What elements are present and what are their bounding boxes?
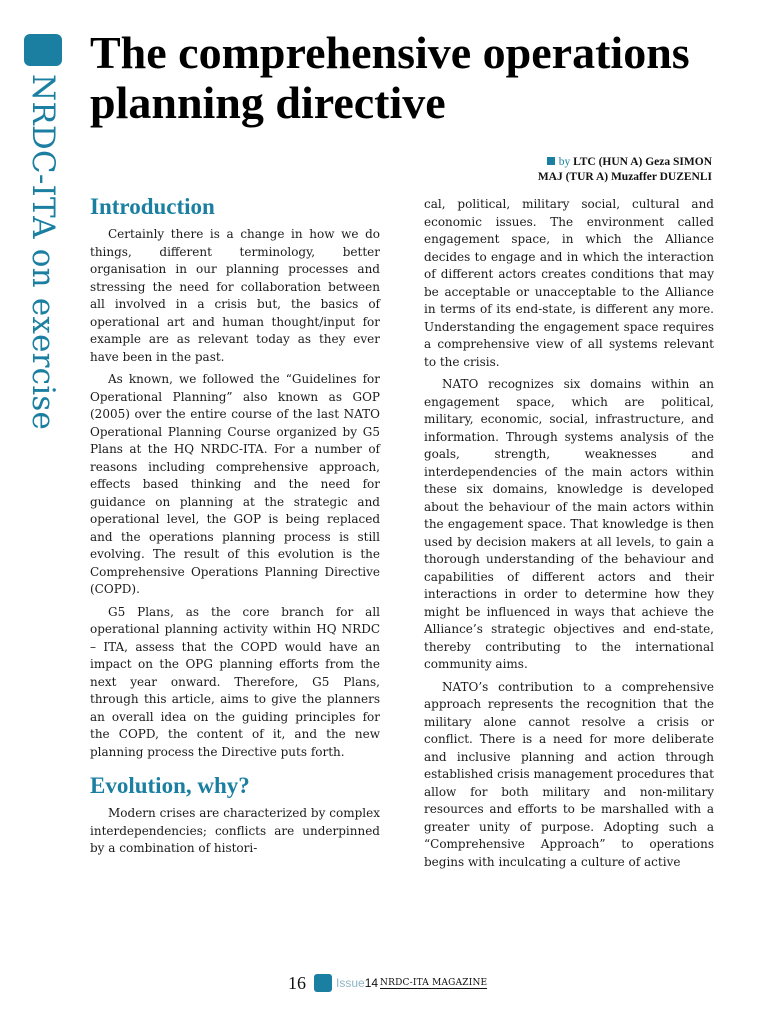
paragraph: NATO recognizes six domains within an engagement space, which are political, military, economic, social, infrastructure, and information. Through systems analysis of the goals, strength, weaknesses and interdependencies of the main actors within these six domains, knowledge is developed about the behaviour of the main actors within the engagement space. That knowledge is then used by decision makers at all levels, to gain a thorough understanding of the behaviour and capabilities of different actors and their interactions in order to determine how they might be influenced in ways that achieve the Alliance’s strategic objectives and end-state, thereby contributing to the international community aims. <box>424 377 714 671</box>
paragraph: Modern crises are characterized by complex interdependencies; conflicts are underpinned by a combination of histori- <box>90 806 380 855</box>
article-title: The comprehensive operations planning directive <box>90 27 690 128</box>
section-label: NRDC-ITA on exercise <box>25 74 61 430</box>
paragraph: As known, we followed the “Guidelines for Operational Planning” also known as GOP (2005) over the entire course of the last NATO Operational Planning Course organized by G5 Plans at the HQ NRDC-ITA. For a number of reasons including comprehensive approach, effects based thinking and the need for guidance on planning at the strategic and operational level, the GOP is being replaced and the operations planning process is still evolving. The result of this evolution is the Comprehensive Operations Planning Directive (COPD). <box>90 372 380 596</box>
byline-by: by <box>558 156 571 168</box>
section-heading-evolution: Evolution, why? <box>90 773 250 798</box>
byline-square-icon <box>547 157 555 165</box>
author-1: LTC (HUN A) Geza SIMON <box>573 156 712 168</box>
author-2: MAJ (TUR A) Muzaffer DUZENLI <box>537 171 712 183</box>
issue-label: Issue <box>336 976 365 990</box>
paragraph: NATO’s contribution to a comprehensive approach represents the recognition that the military alone cannot resolve a crisis or conflict. There is a need for more deliberate and inclusive planning and action through established crisis management procedures that allow for both military and non-military resources and efforts to be marshalled with a greater unity of purpose. Adopting such a “Comprehensive Approach” to operations begins with inculcating a culture of active <box>424 679 714 869</box>
byline-line-1 <box>538 155 712 170</box>
magazine-name: NRDC-ITA MAGAZINE <box>380 977 488 988</box>
text-column-1 <box>90 194 380 863</box>
paragraph: Certainly there is a change in how we do things, different terminology, better organisation in our planning processes and stressing the need for collaboration between all involved in a crisis but, the basics of operational art and human thought/input for example are as relevant today as they ever have been in the past. <box>90 227 380 364</box>
section-marker-square <box>24 34 62 66</box>
section-heading-introduction: Introduction <box>90 194 215 219</box>
text-column-2 <box>424 196 714 876</box>
footer-square-icon <box>314 974 332 992</box>
page-number: 16 <box>288 972 306 993</box>
issue-number: 14 <box>364 976 379 990</box>
section-sidebar <box>24 34 64 430</box>
page-footer <box>288 972 487 994</box>
paragraph: cal, political, military social, cultural and economic issues. The environment called engagement space, in which the Alliance decides to engage and in which the interaction of different actors creates conditions that may be acceptable or unacceptable to the Alliance in terms of its end-state, is different any more. Understanding the engagement space requires a comprehensive view of all systems relevant to the crisis. <box>424 197 714 369</box>
byline <box>538 155 712 185</box>
paragraph: G5 Plans, as the core branch for all operational planning activity within HQ NRDC – ITA, assess that the COPD would have an impact on the OPG planning efforts from the next year onward. Therefore, G5 Plans, through this article, aims to give the planners an overall idea on the guiding principles for the COPD, the content of it, and the new planning process the Directive puts forth. <box>90 604 380 759</box>
